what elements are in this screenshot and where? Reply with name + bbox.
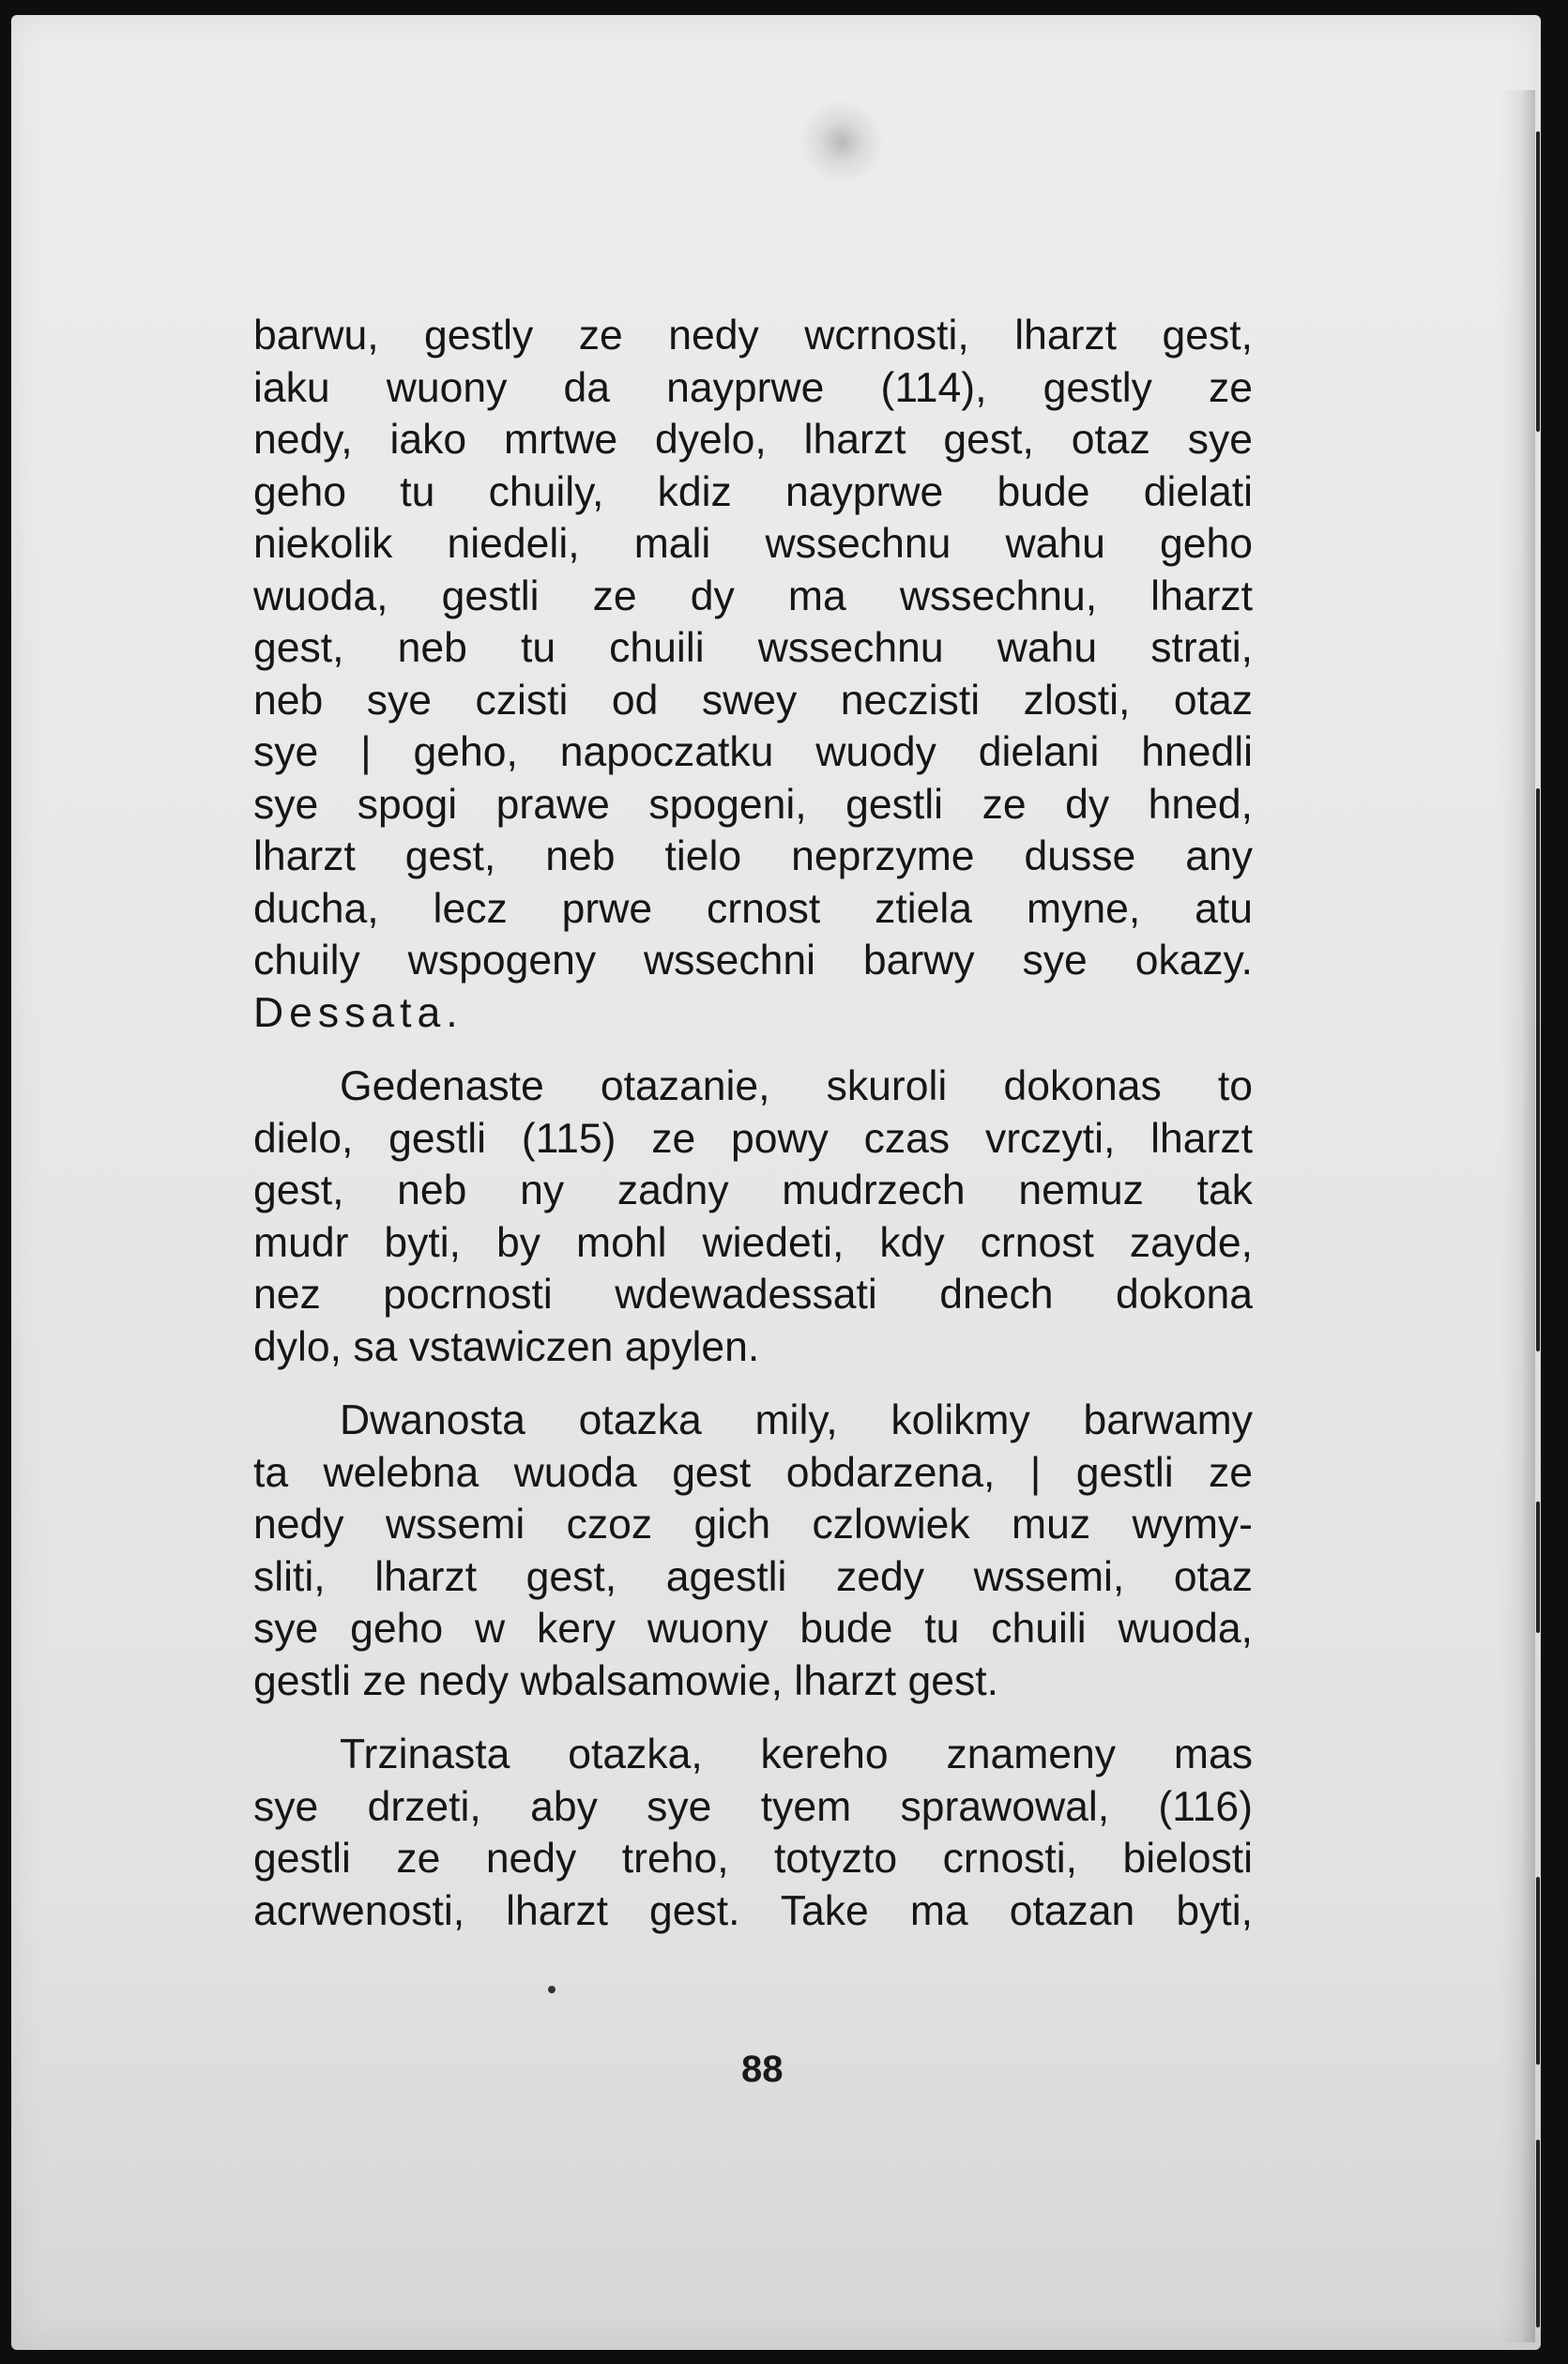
page-edge-mark: [1536, 1502, 1540, 1633]
closing-word: Dessata.: [253, 989, 464, 1036]
ink-smudge: [799, 99, 884, 184]
ink-dot: [548, 1986, 556, 1993]
text-line: barwu, gestly ze nedy wcrnosti, lharzt gest,: [253, 313, 1253, 358]
text-line: chuily wspogeny wssechni barwy sye okazy.: [253, 938, 1253, 984]
body-text: [253, 310, 1253, 1937]
page-edge-mark: [1536, 1877, 1540, 2065]
text-line: mudr byti, by mohl wiedeti, kdy crnost zayde,: [253, 1219, 1253, 1266]
page-edge-mark: [1536, 131, 1540, 432]
text-line: Dwanosta otazka mily, kolikmy barwamy: [340, 1397, 1253, 1443]
paragraph-1: [253, 310, 1253, 1039]
text-line: Gedenaste otazanie, skuroli dokonas to: [340, 1063, 1253, 1109]
paragraph-3: [253, 1395, 1253, 1707]
text-line: niekolik niedeli, mali wssechnu wahu geho: [253, 521, 1253, 567]
page-edge-shadow: [1499, 90, 1535, 2342]
text-line: gest, neb ny zadny mudrzech nemuz tak: [253, 1167, 1253, 1213]
text-line: dylo, sa vstawiczen apylen.: [253, 1323, 760, 1370]
paragraph-4: [253, 1729, 1253, 1937]
text-line: sye drzeti, aby sye tyem sprawowal, (116): [253, 1783, 1253, 1830]
text-line: gestli ze nedy treho, totyzto crnosti, bielosti: [253, 1836, 1253, 1882]
text-line: sye spogi prawe spogeni, gestli ze dy hned,: [253, 781, 1253, 828]
text-line: Trzinasta otazka, kereho znameny mas: [340, 1731, 1253, 1777]
text-line: geho tu chuily, kdiz nayprwe bude dielati: [253, 468, 1253, 515]
text-line: nez pocrnosti wdewadessati dnech dokona: [253, 1272, 1253, 1318]
paragraph-2: [253, 1060, 1253, 1373]
text-line: acrwenosti, lharzt gest. Take ma otazan byti,: [253, 1887, 1253, 1934]
text-line: sye | geho, napoczatku wuody dielani hnedli: [253, 729, 1253, 775]
text-line: iaku wuony da nayprwe (114), gestly ze: [253, 364, 1253, 411]
text-line: nedy, iako mrtwe dyelo, lharzt gest, otaz sye: [253, 417, 1253, 463]
page-edge-mark: [1536, 788, 1540, 1351]
text-line: lharzt gest, neb tielo neprzyme dusse any: [253, 833, 1253, 879]
text-line: sliti, lharzt gest, agestli zedy wssemi, otaz: [253, 1553, 1253, 1600]
text-line: sye geho w kery wuony bude tu chuili wuoda,: [253, 1606, 1253, 1652]
text-line: ducha, lecz prwe crnost ztiela myne, atu: [253, 885, 1253, 932]
page-edge-mark: [1536, 2140, 1540, 2327]
text-line: nedy wssemi czoz gich czlowiek muz wymy-: [253, 1502, 1253, 1548]
text-line: wuoda, gestli ze dy ma wssechnu, lharzt: [253, 572, 1253, 619]
text-line: gestli ze nedy wbalsamowie, lharzt gest.: [253, 1657, 998, 1704]
text-line: neb sye czisti od swey neczisti zlosti, otaz: [253, 677, 1253, 724]
text-line: gest, neb tu chuili wssechnu wahu strati,: [253, 625, 1253, 671]
text-line: ta welebna wuoda gest obdarzena, | gestli ze: [253, 1449, 1253, 1496]
page-number: 88: [741, 2049, 784, 2090]
text-line: dielo, gestli (115) ze powy czas vrczyti, lharzt: [253, 1115, 1253, 1162]
